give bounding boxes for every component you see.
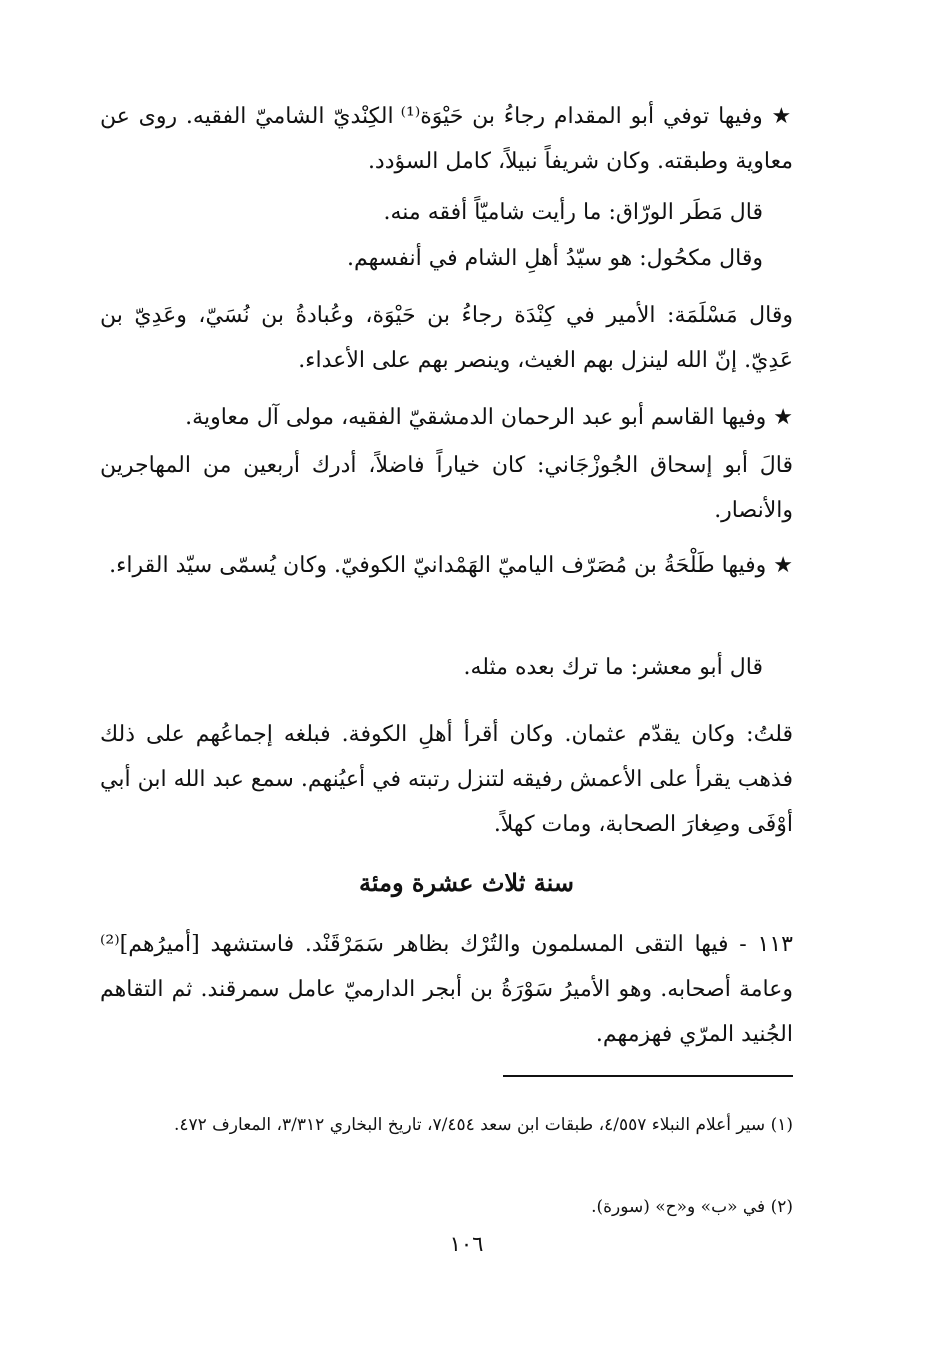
paragraph-matar-quote: قال مَطَر الورّاق: ما رأيت شاميّاً أفقه منه. [383,200,763,225]
paragraph-talha-death: ★ وفيها طَلْحَةُ بن مُصَرّف الياميّ الهَمْدانيّ الكوفيّ. وكان يُسمّى سيّد القراء. [109,553,793,578]
paragraph-maslama-quote: وقال مَسْلَمَة: الأمير في كِنْدَة رجاءُ بن حَيْوَة، وعُبادةُ بن نُسَيّ، وعَدِيّ بن عَدِيّ. إنّ الله لينزل بهم الغيث، وينصر بهم على الأعداء. [100,303,793,373]
paragraph-author-note: قلتُ: وكان يقدّم عثمان. وكان أقرأ أهلِ الكوفة. فبلغه إجماعُهم على ذلك فذهب يقرأ على الأعمش رفيقه لتنزل رتبته في أعيُنهم. سمع عبد الله ابن أبي أوْفَى وصِغارَ الصحابة، ومات كهلاً. [100,722,793,837]
paragraph-raja-death: ★ وفيها توفي أبو المقدام رجاءُ بن حَيْوَة⁽¹⁾ الكِنْديّ الشاميّ الفقيه. روى عن معاوية وطبقته. وكان شريفاً نبيلاً، كامل السؤدد. [100,104,793,174]
footnote-2: (٢) في «ب» و«ح» (سورة). [591,1197,793,1217]
footnote-divider [503,1075,793,1077]
paragraph-qasim-death: ★ وفيها القاسم أبو عبد الرحمان الدمشقيّ الفقيه، مولى آل معاوية. [185,405,793,430]
paragraph-abu-mashar-quote: قال أبو معشر: ما ترك بعده مثله. [463,655,763,680]
footnote-1: (١) سير أعلام النبلاء ٤/٥٥٧، طبقات ابن سعد ٧/٤٥٤، تاريخ البخاري ٣/٣١٢، المعارف ٤٧٢. [173,1115,793,1135]
paragraph-makhul-quote: وقال مكحُول: هو سيّدُ أهلِ الشام في أنفسهم. [346,246,763,271]
section-heading-year-113: سنة ثلاث عشرة ومئة [359,868,574,897]
paragraph-entry-113: ١١٣ - فيها التقى المسلمون والتُرْك بظاهر سَمَرْقَنْد. فاستشهد [أميرُهم]⁽²⁾ وعامة أصحابه. وهو الأميرُ سَوْرَةُ بن أبجر الدارميّ عامل سمرقند. ثم التقاهم الجُنيد المرّي فهزمهم. [100,932,793,1047]
page-number: ١٠٦ [449,1232,484,1256]
paragraph-juzjani-quote: قالَ أبو إسحاق الجُوزْجَاني: كان خياراً فاضلاً، أدرك أربعين من المهاجرين والأنصار. [100,453,793,523]
